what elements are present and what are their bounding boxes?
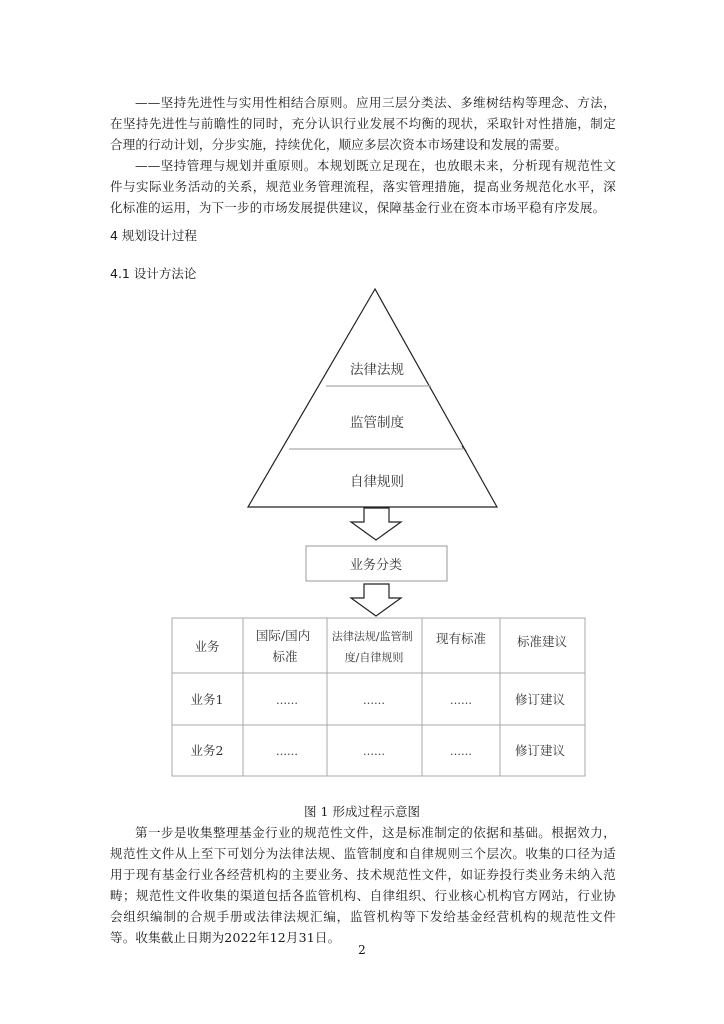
- table-cell-2-existing: ……: [450, 745, 472, 758]
- down-arrow-2: [351, 584, 401, 616]
- section-heading-4: 4 规划设计过程: [110, 228, 197, 243]
- table-cell-business-1: 业务1: [190, 692, 224, 707]
- table-cell-1-intl: ……: [276, 694, 298, 707]
- table-header-business: 业务: [194, 639, 220, 654]
- business-classification-label: 业务分类: [349, 558, 403, 573]
- table-cell-2-intl: ……: [276, 745, 298, 758]
- table-cell-1-suggestion: 修订建议: [514, 692, 566, 707]
- pyramid-level-self-discipline: 自律规则: [350, 474, 404, 490]
- table-cell-1-existing: ……: [450, 694, 472, 707]
- paragraph-step-one: 第一步是收集整理基金行业的规范性文件，这是标准制定的依据和基础。根据效力，规范性文件从上至下可划分为法律法规、监管制度和自律规则三个层次。收集的口径为适用于现有基金行业各经营机构的主要业务、技术规范性文件，如证券投行类业务未纳入范畴；规范性文件收集的渠道包括各监管机构、自律组织、行业核心机构官方网站，行业协会组织编制的合规手册或法律法规汇编，监管机构等下发给基金经营机构的规范性文件等。收集截止日期为2022年12月31日。: [110, 825, 616, 945]
- table-header-suggestions: 标准建议: [516, 634, 568, 649]
- table-header-existing-standards: 现有标准: [435, 631, 487, 646]
- pyramid-level-regulation: 监管制度: [350, 415, 404, 431]
- table-cell-2-laws: ……: [363, 745, 385, 758]
- table-header-laws-regulations: 法律法规/监管制 度/自律规则: [331, 630, 413, 664]
- section-heading-4-1: 4.1 设计方法论: [110, 266, 197, 281]
- standards-table: [172, 618, 585, 776]
- paragraph-principle-management: ——坚持管理与规划并重原则。本规划既立足现在，也放眼未来，分析现有规范性文件与实际业务活动的关系，规范业务管理流程，落实管理措施，提高业务规范化水平，深化标准的运用，为下一步的市场发展提供建议，保障基金行业在资本市场平稳有序发展。: [110, 158, 616, 215]
- table-cell-1-laws: ……: [363, 694, 385, 707]
- figure-caption: 图 1 形成过程示意图: [304, 804, 420, 819]
- table-header-intl-standards: 国际/国内 标准: [255, 628, 311, 664]
- down-arrow-1: [351, 508, 401, 540]
- table-cell-2-suggestion: 修订建议: [514, 743, 566, 758]
- paragraph-principle-advanced: ——坚持先进性与实用性相结合原则。应用三层分类法、多维树结构等理念、方法，在坚持先进性与前瞻性的同时，充分认识行业发展不均衡的现状，采取针对性措施，制定合理的行动计划，分步实施，持续优化，顺应多层次资本市场建设和发展的需要。: [110, 95, 616, 152]
- pyramid-level-laws: 法律法规: [350, 362, 404, 378]
- table-cell-business-2: 业务2: [190, 743, 224, 758]
- page-number: 2: [358, 943, 366, 957]
